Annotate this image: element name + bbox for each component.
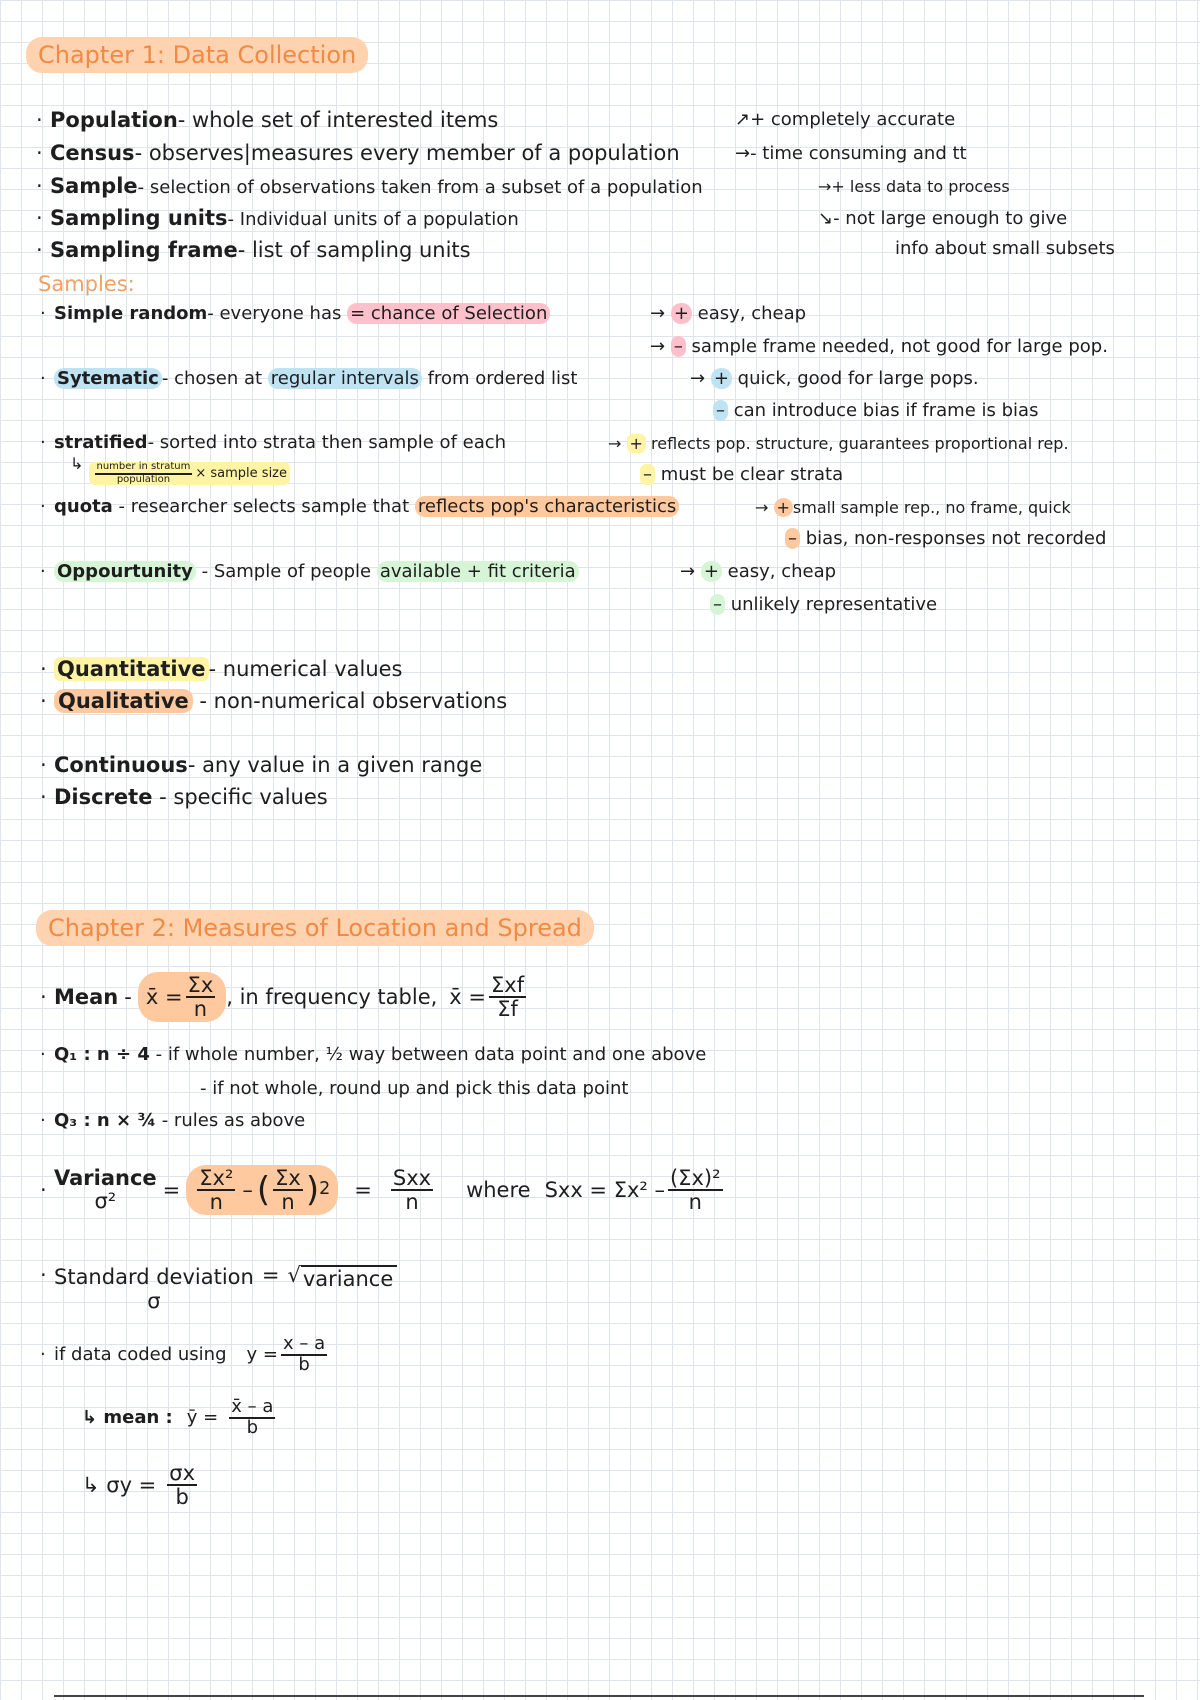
method-name: Oppourtunity	[54, 561, 196, 582]
datatype-discrete: · Discrete - specific values	[40, 785, 328, 809]
mean-freq-numerator: Σxf	[491, 973, 525, 997]
definition-term: Sampling frame	[50, 238, 238, 262]
formula-tail: × sample size	[195, 466, 288, 481]
coded-mean-lhs: ȳ =	[186, 1406, 219, 1428]
datatype-def: - any value in a given range	[187, 753, 483, 777]
sample-con: ↘- not large enough to give	[818, 208, 1068, 229]
variance-den1: n	[209, 1190, 223, 1215]
census-pro: ↗+ completely accurate	[735, 109, 956, 130]
sample-con-cont: info about small subsets	[895, 238, 1115, 259]
stratified-formula: ↳ $\frac{\text{number in stratum}}{\text{population}}$ × sample size	[70, 456, 290, 485]
sd-label: Standard deviation	[54, 1265, 254, 1289]
sd-formula: · Standard deviation σ = √ variance	[40, 1265, 397, 1313]
stratified-pro: → + reflects pop. structure, guarantees proportional rep.	[608, 434, 1069, 453]
mean-freq-denominator: Σf	[497, 997, 518, 1022]
variance-sxx-num: Sxx	[392, 1166, 432, 1190]
variance-symbol: σ²	[94, 1189, 117, 1214]
samples-heading: Samples:	[38, 272, 135, 296]
variance-sxx-den: n	[405, 1190, 419, 1215]
datatype-def: - specific values	[152, 785, 328, 809]
method-highlight: = chance of Selection	[347, 303, 550, 324]
mean-denominator: n	[193, 997, 208, 1022]
method-desc: - Sample of people	[195, 561, 377, 582]
simple-random-pro: → + easy, cheap	[650, 303, 807, 324]
coded-mean-numerator: x̄ – a	[231, 1396, 274, 1417]
sd-radicand: variance	[301, 1265, 397, 1290]
mean-numerator: Σx	[187, 973, 214, 997]
systematic-pro: → + quick, good for large pops.	[690, 368, 979, 389]
variance-den2: n	[281, 1190, 295, 1215]
datatype-term: Discrete	[54, 785, 153, 809]
opportunity-pro: → + easy, cheap	[680, 561, 837, 582]
method-opportunity: · Oppourtunity - Sample of people available + fit criteria	[40, 563, 579, 581]
definition-text: - whole set of interested items	[177, 108, 499, 132]
definition-term: Population	[50, 108, 178, 132]
chapter2-title: Chapter 2: Measures of Location and Spread	[36, 910, 594, 946]
variance-sxx-def-num: (Σx)²	[669, 1166, 721, 1190]
datatype-term: Continuous	[54, 753, 188, 777]
definition-census: · Census- observes|measures every member of a population	[36, 141, 680, 165]
variance-num2: Σx	[275, 1166, 301, 1190]
method-highlight: available + fit criteria	[377, 561, 579, 582]
q1-rule2: - if not whole, round up and pick this data point	[200, 1078, 629, 1099]
definition-text: - selection of observations taken from a subset of a population	[137, 177, 703, 198]
variance-sxx-def: Sxx = Σx² –	[544, 1177, 665, 1202]
method-name: quota	[54, 496, 113, 517]
mean-lhs: x̄ =	[145, 984, 183, 1009]
page-bottom-rule	[54, 1695, 1144, 1697]
method-desc: - researcher selects sample that	[112, 496, 415, 517]
definition-term: Sampling units	[50, 206, 228, 230]
definition-sampling-frame: · Sampling frame- list of sampling units	[36, 238, 471, 262]
opportunity-con: – unlikely representative	[710, 596, 937, 614]
variance-where: where	[466, 1177, 531, 1202]
method-desc: - chosen at	[161, 368, 268, 389]
coding-denominator: b	[298, 1353, 310, 1375]
stratified-con: – must be clear strata	[640, 466, 843, 484]
method-desc-post: from ordered list	[421, 368, 578, 389]
coding-numerator: x – a	[282, 1333, 326, 1354]
method-systematic: · Sytematic - chosen at regular intervals from ordered list	[40, 368, 578, 389]
arrow-icon: ↘	[818, 208, 834, 229]
census-con: →- time consuming and tt	[735, 143, 967, 164]
variance-label: Variance	[54, 1165, 157, 1190]
formula-denominator: population	[116, 473, 171, 485]
q1-rule: · Q₁ : n ÷ 4 - if whole number, ½ way between data point and one above	[40, 1044, 707, 1065]
formula-numerator: number in stratum	[95, 462, 193, 475]
method-desc: - sorted into strata then sample of each	[147, 432, 507, 453]
datatype-def: - non-numerical observations	[192, 689, 508, 713]
variance-sxx-def-den: n	[688, 1190, 702, 1215]
datatype-continuous: · Continuous- any value in a given range	[40, 753, 483, 777]
method-name: stratified	[54, 432, 148, 453]
sqrt-icon: √	[287, 1263, 301, 1287]
sample-pro: →+ less data to process	[818, 177, 1010, 196]
coded-sd-lhs: ↳ σy =	[82, 1472, 157, 1497]
mean-freq-text: , in frequency table,	[226, 984, 438, 1009]
variance-formula: · Variance σ² = $\frac{\text{Σx²}}{n}$ – ( $\frac{\Sigma x}{n}$ ) 2 = $\frac{\text{Sxx}}{n}$ where Sxx = Σx² – $\frac{\text{(Σx)²}}{n}$	[40, 1165, 721, 1215]
quota-pro: → + small sample rep., no frame, quick	[755, 498, 1071, 517]
definition-population: · Population- whole set of interested items	[36, 108, 499, 132]
definition-term: Sample	[50, 174, 138, 198]
coded-sd-denominator: b	[175, 1485, 189, 1510]
method-name: Sytematic	[54, 368, 162, 389]
method-desc: - everyone has	[207, 303, 348, 324]
definition-text: - Individual units of a population	[227, 209, 519, 230]
definition-text: - observes|measures every member of a population	[134, 141, 680, 165]
method-stratified: · stratified- sorted into strata then sample of each	[40, 432, 507, 453]
method-simple-random: · Simple random- everyone has = chance of Selection	[40, 305, 550, 323]
systematic-con: – can introduce bias if frame is bias	[713, 402, 1038, 420]
q1-rule1: - if whole number, ½ way between data point and one above	[155, 1044, 707, 1065]
coding-formula: · if data coded using y = $\frac{x - a}{b}$	[40, 1333, 326, 1375]
method-name: Simple random	[54, 303, 208, 324]
datatype-qualitative: · Qualitative - non-numerical observations	[40, 689, 508, 713]
chapter1-title: Chapter 1: Data Collection	[26, 37, 368, 73]
q3-label: Q₃ : n × ¾	[54, 1110, 156, 1131]
coded-sd	[82, 1462, 200, 1508]
method-highlight: regular intervals	[268, 368, 422, 389]
method-highlight: reflects pop's characteristics	[415, 496, 679, 517]
simple-random-con: → – sample frame needed, not good for large pop.	[650, 336, 1108, 357]
datatype-def: - numerical values	[208, 657, 403, 681]
definition-term: Census	[50, 141, 135, 165]
coded-mean-denominator: b	[246, 1416, 258, 1438]
mean-label: Mean	[54, 984, 119, 1009]
definition-text: - list of sampling units	[237, 238, 471, 262]
coding-text: if data coded using	[54, 1343, 227, 1365]
coded-mean	[82, 1398, 278, 1438]
definition-sampling-units: · Sampling units- Individual units of a population	[36, 206, 519, 230]
q3-rule: · Q₃ : n × ¾ - rules as above	[40, 1110, 306, 1131]
arrow-icon: ↗	[735, 109, 751, 130]
method-quota: · quota - researcher selects sample that reflects pop's characteristics	[40, 498, 679, 516]
definition-sample: · Sample- selection of observations taken from a subset of a population	[36, 174, 703, 198]
datatype-term: Qualitative	[54, 689, 193, 713]
sd-equals: =	[261, 1263, 280, 1287]
coding-y: y =	[246, 1343, 278, 1365]
sd-symbol: σ	[147, 1289, 161, 1314]
quota-con: – bias, non-responses not recorded	[785, 530, 1106, 548]
q1-label: Q₁ : n ÷ 4	[54, 1044, 150, 1065]
datatype-quantitative: · Quantitative - numerical values	[40, 657, 403, 681]
variance-num1: Σx²	[199, 1166, 234, 1190]
arrow-icon: →	[818, 177, 832, 196]
datatype-term: Quantitative	[54, 657, 209, 681]
coded-mean-label: ↳ mean :	[82, 1406, 173, 1428]
q3-rule-text: - rules as above	[161, 1110, 306, 1131]
coded-sd-numerator: σx	[169, 1461, 196, 1485]
mean-formula: · Mean - x̄ = $\frac{\Sigma x}{n}$ , in frequency table, x̄ = $\frac{\text{Σxf}}{\Sigma f}$	[40, 973, 525, 1022]
arrow-icon: →	[735, 143, 751, 164]
mean-freq-lhs: x̄ =	[449, 984, 486, 1009]
